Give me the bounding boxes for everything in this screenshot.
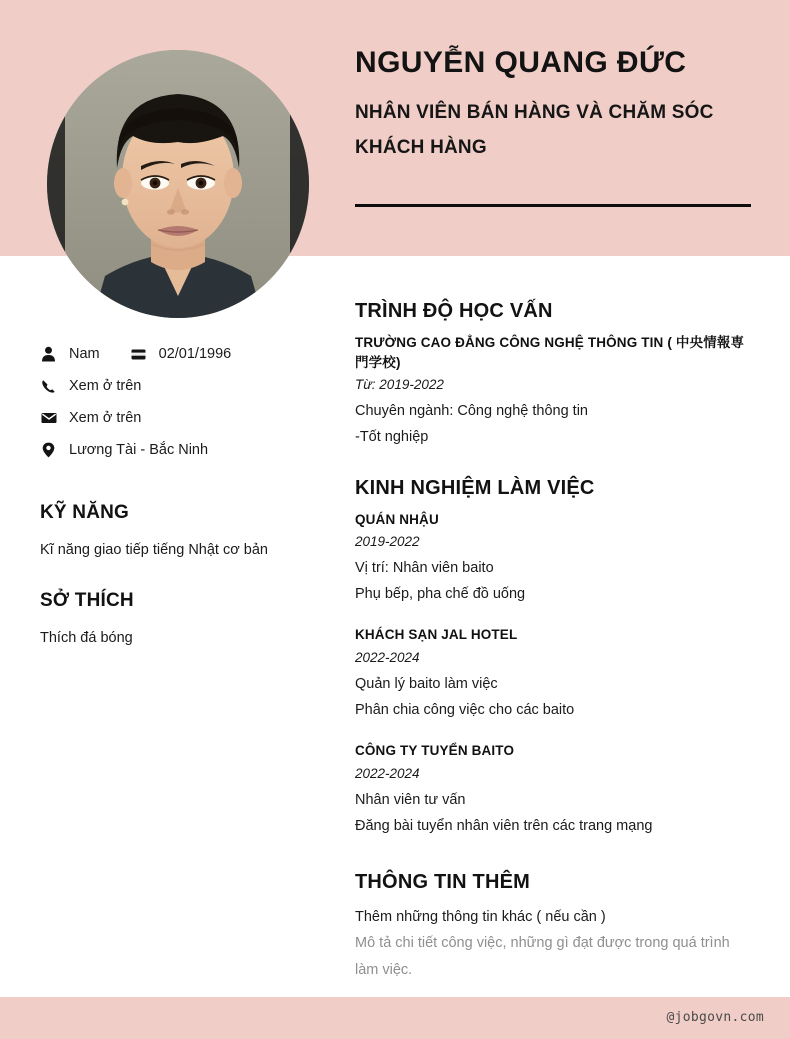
experience-entry <box>355 625 755 723</box>
contact-phone-value: Xem ở trên <box>69 377 142 394</box>
skills-item: Kĩ năng giao tiếp tiếng Nhật cơ bản <box>40 542 268 558</box>
left-column <box>40 338 330 650</box>
header-text-block <box>355 46 755 165</box>
extra-info-line: Thêm những thông tin khác ( nếu cần ) <box>355 909 606 926</box>
skills-heading: KỸ NĂNG <box>40 502 130 523</box>
extra-info-body <box>355 904 755 982</box>
contact-row-email <box>40 402 330 434</box>
experience-detail: Vị trí: Nhân viên baito <box>355 559 494 576</box>
profile-photo <box>47 50 309 318</box>
extra-info-placeholder: Mô tả chi tiết công việc, những gì đạt được trong quá trình làm việc. <box>355 935 730 978</box>
extra-info-heading: THÔNG TIN THÊM <box>355 871 531 894</box>
hobbies-item: Thích đá bóng <box>40 629 133 646</box>
education-heading: TRÌNH ĐỘ HỌC VẤN <box>355 300 553 322</box>
location-pin-icon <box>40 442 57 459</box>
hobbies-section <box>40 590 330 650</box>
experience-detail: Đăng bài tuyển nhân viên trên các trang mạng <box>355 818 653 834</box>
candidate-job-title: NHÂN VIÊN BÁN HÀNG VÀ CHĂM SÓC KHÁCH HÀNG <box>355 101 714 158</box>
contact-birthdate-value: 02/01/1996 <box>158 345 232 362</box>
experience-heading: KINH NGHIỆM LÀM VIỆC <box>355 476 595 499</box>
experience-section <box>355 477 755 840</box>
contact-birthdate <box>130 346 232 363</box>
footer-watermark: @jobgovn.com <box>666 1010 764 1025</box>
contact-phone <box>40 378 141 395</box>
contact-row-phone <box>40 370 330 402</box>
experience-company: QUÁN NHẬU <box>355 511 439 527</box>
contact-list <box>40 338 330 466</box>
header-divider <box>355 204 751 207</box>
experience-company: CÔNG TY TUYỂN BAITO <box>355 743 515 759</box>
education-section <box>355 300 755 451</box>
contact-gender-value: Nam <box>69 345 100 362</box>
right-column <box>355 300 755 983</box>
experience-entry <box>355 510 755 608</box>
education-major: Chuyên ngành: Công nghệ thông tin <box>355 402 588 419</box>
contact-address <box>40 442 208 459</box>
calendar-icon <box>130 346 147 363</box>
skills-section <box>40 502 330 562</box>
experience-period: 2022-2024 <box>355 765 420 781</box>
envelope-icon <box>40 410 57 427</box>
contact-email <box>40 410 141 427</box>
contact-address-value: Lương Tài - Bắc Ninh <box>69 441 209 458</box>
contact-row-address <box>40 434 330 466</box>
candidate-name: NGUYỄN QUANG ĐỨC <box>355 46 687 79</box>
education-period: Từ: 2019-2022 <box>355 377 444 393</box>
contact-email-value: Xem ở trên <box>69 409 142 426</box>
contact-row-personal <box>40 338 330 370</box>
experience-detail: Phân chia công việc cho các baito <box>355 702 575 719</box>
experience-detail: Quản lý baito làm việc <box>355 675 498 692</box>
person-icon <box>40 346 57 363</box>
experience-company: KHÁCH SẠN JAL HOTEL <box>355 627 518 643</box>
contact-gender <box>40 346 100 363</box>
experience-detail: Nhân viên tư vấn <box>355 791 466 808</box>
extra-info-section <box>355 871 755 982</box>
experience-detail: Phụ bếp, pha chế đồ uống <box>355 586 526 603</box>
education-school: TRƯỜNG CAO ĐẲNG CÔNG NGHỆ THÔNG TIN ( 中央情報専門学校) <box>355 335 745 370</box>
experience-period: 2022-2024 <box>355 650 420 666</box>
experience-entry <box>355 741 755 839</box>
phone-icon <box>40 378 57 395</box>
hobbies-heading: SỞ THÍCH <box>40 589 134 611</box>
education-status: -Tốt nghiệp <box>355 429 429 446</box>
experience-period: 2019-2022 <box>355 534 420 550</box>
